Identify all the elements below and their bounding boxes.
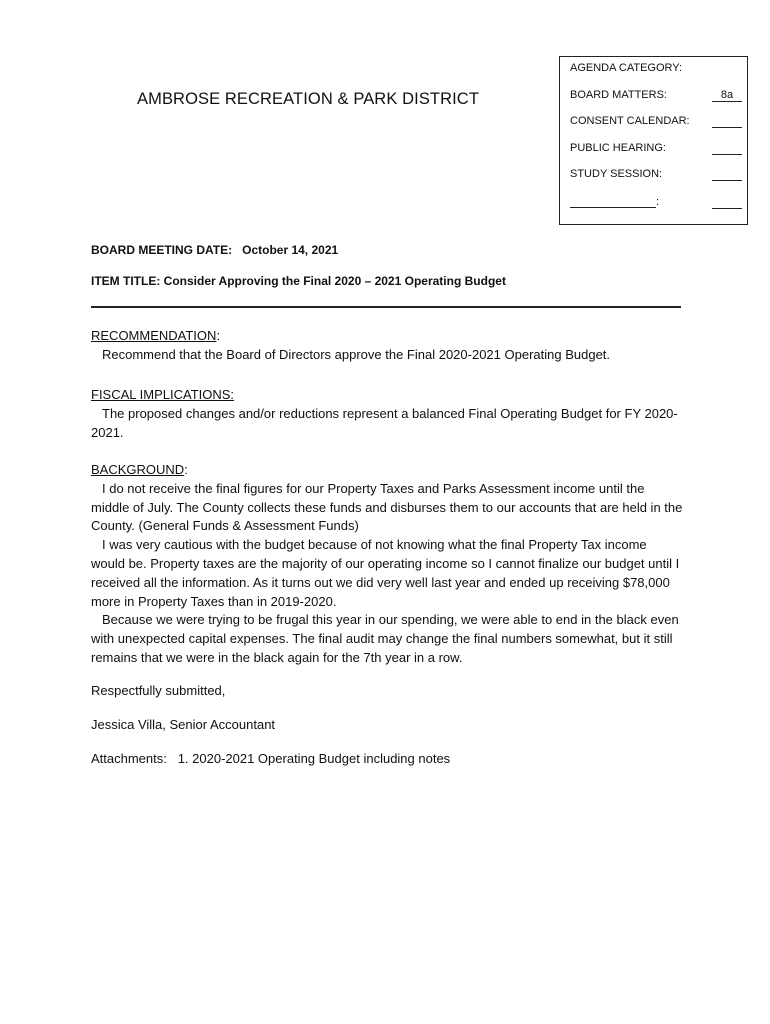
background-paragraph: I do not receive the final figures for our Property Taxes and Parks Assessment income until the middle of July. The County collects these funds and disburses them to our accounts that are held in the County. (General Funds & Assessment Funds) — [91, 480, 683, 534]
agenda-row-label: CONSENT CALENDAR: — [570, 115, 690, 127]
agenda-row-value — [712, 168, 742, 181]
agenda-row-value — [712, 196, 742, 209]
agenda-category-title: AGENDA CATEGORY: — [570, 62, 683, 74]
agenda-row-label: : — [656, 196, 660, 208]
agenda-row-other-label — [570, 196, 659, 208]
attachments: Attachments: 1. 2020-2021 Operating Budget including notes — [91, 751, 451, 766]
blank-line — [570, 196, 656, 208]
recommendation-text: Recommend that the Board of Directors approve the Final 2020-2021 Operating Budget. — [102, 346, 611, 362]
agenda-row-label: STUDY SESSION: — [570, 168, 663, 180]
background-heading: BACKGROUND — [91, 462, 185, 477]
background-paragraph: I was very cautious with the budget because of not knowing what the final Property Tax income would be. Property taxes are the majority of our operating income so I cannot finalize our budget until I received all the information. As it turns out we did very well last year and ended up receiving $78,000 more in Property Taxes than in 2019-2020. — [91, 537, 680, 609]
fiscal-implications-text: The proposed changes and/or reductions represent a balanced Final Operating Budget for FY 2020-2021. — [91, 405, 678, 440]
background-heading-line — [91, 461, 683, 480]
agenda-category-box — [559, 56, 748, 225]
recommendation-heading: RECOMMENDATION — [91, 328, 217, 343]
agenda-row-value — [712, 115, 742, 128]
item-title: ITEM TITLE: Consider Approving the Final 2020 – 2021 Operating Budget — [91, 274, 506, 288]
agenda-row-label: PUBLIC HEARING: — [570, 142, 666, 154]
agenda-row-label: BOARD MATTERS: — [570, 89, 667, 101]
board-meeting-date: BOARD MEETING DATE: October 14, 2021 — [91, 243, 339, 257]
recommendation-section — [91, 327, 683, 365]
fiscal-implications-heading: FISCAL IMPLICATIONS: — [91, 387, 235, 402]
signature: Jessica Villa, Senior Accountant — [91, 717, 276, 732]
background-section — [91, 461, 683, 668]
heading-colon: : — [216, 328, 221, 343]
fiscal-implications-section — [91, 386, 683, 442]
background-paragraph: Because we were trying to be frugal this year in our spending, we were able to end in the black even with unexpected capital expenses. The final audit may change the final numbers somewhat, but it still remains that we were in the black again for the 7th year in a row. — [91, 612, 679, 665]
organization-name: AMBROSE RECREATION & PARK DISTRICT — [137, 90, 479, 108]
agenda-row-value: 8a — [712, 89, 742, 102]
heading-colon: : — [184, 462, 188, 477]
divider — [91, 306, 681, 308]
recommendation-heading-line — [91, 327, 683, 346]
agenda-row-value — [712, 142, 742, 155]
salutation: Respectfully submitted, — [91, 683, 226, 698]
